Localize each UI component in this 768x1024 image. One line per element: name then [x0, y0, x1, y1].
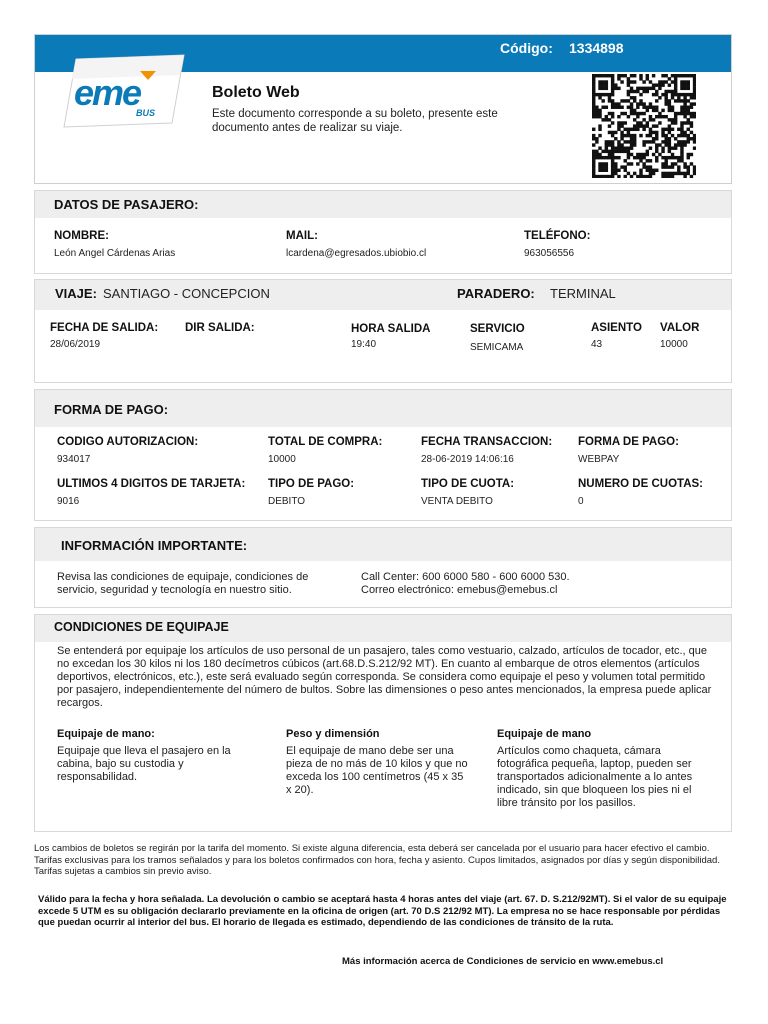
codigo-label: Código:: [500, 40, 553, 56]
codigo-autorizacion-label: CODIGO AUTORIZACION:: [57, 436, 199, 448]
name-value: León Angel Cárdenas Arias: [54, 248, 176, 259]
fecha-salida-label: FECHA DE SALIDA:: [50, 322, 159, 334]
logo-subtext: BUS: [136, 108, 156, 118]
servicio-label: SERVICIO: [470, 323, 525, 335]
tipo-cuota-label: TIPO DE CUOTA:: [421, 478, 515, 490]
luggage-col1-text: Equipaje que lleva el pasajero en la cabina, bajo su custodia y responsabilidad.: [57, 745, 231, 783]
mail-label: MAIL:: [286, 230, 318, 242]
name-label: NOMBRE:: [54, 230, 109, 242]
viaje-value: SANTIAGO - CONCEPCION: [103, 286, 270, 301]
numero-cuotas-label: NUMERO DE CUOTAS:: [578, 478, 704, 490]
luggage-col3-text: Artículos como chaqueta, cámara fotográfica pequeña, laptop, pueden ser transportados adicionalmente a lo antes indicado, sin que bloqueen los pies ni el libre tránsito por los pasillos.: [497, 745, 693, 809]
footer-validity: Válido para la fecha y hora señalada. La devolución o cambio se aceptará hasta 4 horas antes del viaje (art. 67. D. S.212/92MT). Si el valor de su equipaje excede 5 UTM es su obligación declararlo previamente en la oficina de origen (art. 70 D.S 212/92 MT). La empresa no se hace responsable por pérdidas que puedan ocurrir al interior del bus. El horario de llegada es estimado, dependiendo de las condiciones de tránsito de la ruta.: [38, 894, 727, 928]
numero-cuotas-value: 0: [578, 496, 584, 507]
asiento-label: ASIENTO: [591, 322, 642, 334]
ultimos-digitos-label: ULTIMOS 4 DIGITOS DE TARJETA:: [57, 478, 246, 490]
fecha-transaccion-value: 28-06-2019 14:06:16: [421, 454, 514, 465]
asiento-value: 43: [591, 339, 603, 350]
info-left-line1: Revisa las condiciones de equipaje, condiciones de: [57, 571, 309, 583]
paradero-value: TERMINAL: [550, 286, 616, 301]
dir-salida-label: DIR SALIDA:: [185, 322, 255, 334]
phone-value: 963056556: [524, 248, 575, 259]
forma-pago-label: FORMA DE PAGO:: [578, 436, 679, 448]
footer-more-info: Más información acerca de Condiciones de servicio en www.emebus.cl: [342, 956, 664, 967]
hora-salida-value: 19:40: [351, 339, 377, 350]
page-title: Boleto Web: [212, 84, 300, 101]
hora-salida-label: HORA SALIDA: [351, 323, 431, 335]
luggage-col2-text: El equipaje de mano debe ser una pieza de no más de 10 kilos y que no exceda los 100 centímetros (45 x 35 x 20).: [286, 745, 468, 796]
info-email: Correo electrónico: emebus@emebus.cl: [361, 584, 558, 596]
total-compra-value: 10000: [268, 454, 296, 465]
tipo-pago-value: DEBITO: [268, 496, 306, 507]
paradero-label: PARADERO:: [457, 286, 535, 301]
intro-text: Este documento corresponde a su boleto, presente este documento antes de realizar su viaje.: [212, 108, 498, 134]
ultimos-digitos-value: 9016: [57, 496, 80, 507]
emebus-logo: [58, 53, 188, 131]
qr-code: [592, 74, 696, 178]
luggage-col3-title: Equipaje de mano: [497, 728, 592, 740]
valor-value: 10000: [660, 339, 688, 350]
codigo-autorizacion-value: 934017: [57, 454, 91, 465]
tipo-cuota-value: VENTA DEBITO: [421, 496, 493, 507]
footer-note: Los cambios de boletos se regirán por la tarifa del momento. Si existe alguna diferencia, esta deberá ser cancelada por el usuario para hacer efectivo el cambio. Tarifas exclusivas para los tramos señalados y para los boletos confirmados con hora, fecha y asiento. Cupos limitados, asignados por días y según disponibilidad. Tarifas sujetas a cambios sin previo aviso.: [34, 843, 720, 877]
info-call-center: Call Center: 600 6000 580 - 600 6000 530.: [361, 571, 570, 583]
codigo-value: 1334898: [569, 40, 624, 56]
viaje-label: VIAJE:: [55, 286, 97, 301]
luggage-col2-title: Peso y dimensión: [286, 728, 380, 740]
info-left-line2: servicio, seguridad y tecnología en nuestro sitio.: [57, 584, 292, 596]
tipo-pago-label: TIPO DE PAGO:: [268, 478, 355, 490]
luggage-paragraph: Se entenderá por equipaje los artículos de uso personal de un pasajero, tales como vestuario, calzado, artículos de tocador, etc., que no excedan los 30 kilos ni los 180 decímetros cúbicos (art.68.D.S.212/92 MT). En cuanto al embarque de otros elementos (artículos deportivos, electrónicos, etc.), este será evaluado según corresponda. Se considera como equipaje el peso y volumen total permitido por pasajero, independientemente del número de bultos. Sobre las dimensiones o peso antes mencionados, la empresa puede aplicar recargos.: [57, 645, 712, 709]
phone-label: TELÉFONO:: [524, 230, 591, 242]
total-compra-label: TOTAL DE COMPRA:: [268, 436, 383, 448]
luggage-section-title: CONDICIONES DE EQUIPAJE: [54, 620, 229, 634]
servicio-value: SEMICAMA: [470, 342, 524, 353]
payment-section-title: FORMA DE PAGO:: [54, 402, 169, 417]
luggage-col1-title: Equipaje de mano:: [57, 728, 155, 740]
logo-wordmark: eme: [74, 72, 141, 113]
passenger-section-title: DATOS DE PASAJERO:: [54, 197, 199, 212]
mail-value: lcardena@egresados.ubiobio.cl: [286, 248, 427, 259]
forma-pago-value: WEBPAY: [578, 454, 620, 465]
fecha-salida-value: 28/06/2019: [50, 339, 101, 350]
fecha-transaccion-label: FECHA TRANSACCION:: [421, 436, 553, 448]
qr-code-icon: [592, 74, 696, 178]
valor-label: VALOR: [660, 322, 700, 334]
info-section-title: INFORMACIÓN IMPORTANTE:: [61, 538, 248, 553]
